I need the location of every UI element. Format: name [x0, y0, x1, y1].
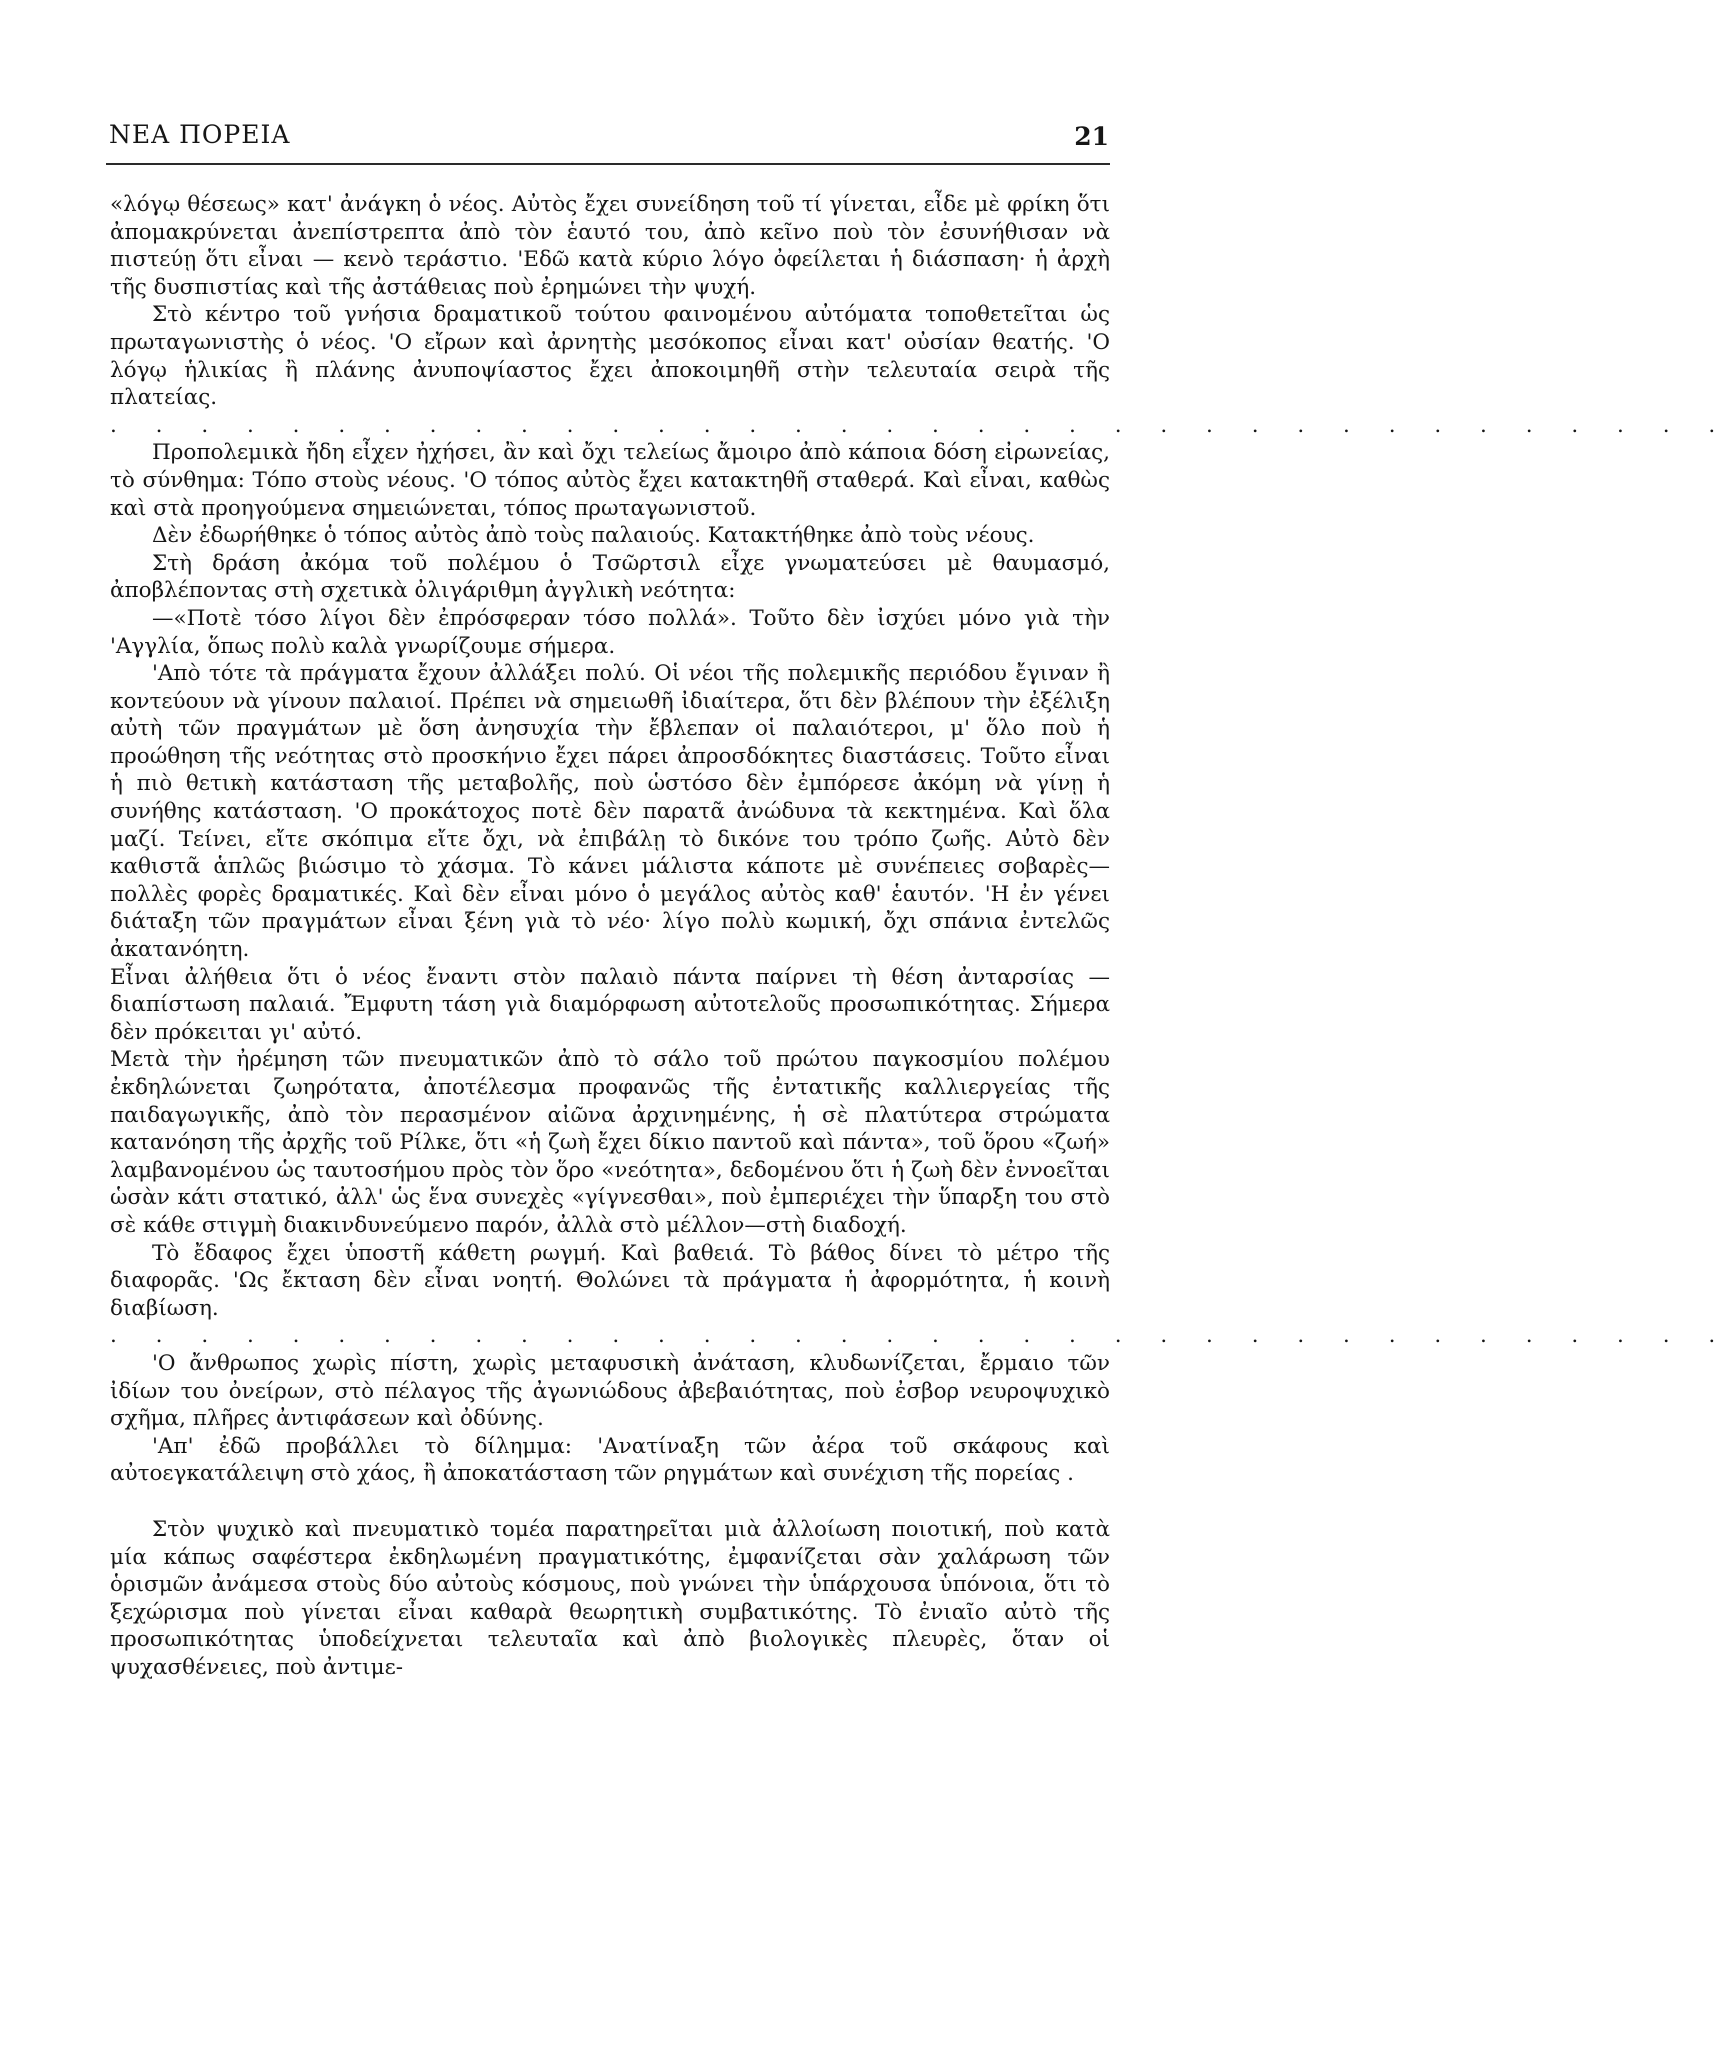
paragraph: Στὸν ψυχικὸ καὶ πνευματικὸ τομέα παρατηρεῖται μιὰ ἀλλοίωση ποιοτική, ποὺ κατὰ μία κάπως σαφέστερα ἐκδηλωμένη πραγματικότης, ἐμφανίζεται σὰν χαλάρωση τῶν ὁρισμῶν ἀνάμεσα στοὺς δύο αὐτοὺς κόσμους, ποὺ γνώνει τὴν ὑπάρχουσα ὑπόνοια, ὅτι τὸ ξεχώρισμα ποὺ γίνεται εἶναι καθαρὰ θεωρητικὴ συμβατικότης. Τὸ ἐνιαῖο αὐτὸ τῆς προσωπικότητας ὑποδείχνεται τελευταῖα καὶ ἀπὸ βιολογικὲς πλευρὲς, ὅταν οἱ ψυχασθένειες, ποὺ ἀντιμε- [110, 1516, 1110, 1680]
paragraph: Τὸ ἔδαφος ἔχει ὑποστῆ κάθετη ρωγμή. Καὶ βαθειά. Τὸ βάθος δίνει τὸ μέτρο τῆς διαφορᾶς. 'Ως ἔκταση δὲν εἶναι νοητή. Θολώνει τὰ πράγματα ἡ ἀφορμότητα, ἡ κοινὴ διαβίωση. [110, 1240, 1110, 1321]
paragraph: Προπολεμικὰ ἤδη εἶχεν ἠχήσει, ἂν καὶ ὄχι τελείως ἄμοιρο ἀπὸ κάποια δόση εἰρωνείας, τὸ σύνθημα: Τόπο στοὺς νέους. 'Ο τόπος αὐτὸς ἔχει κατακτηθῆ σταθερά. Καὶ εἶναι, καθὼς καὶ στὰ προηγούμενα σημειώνεται, τόπος πρωταγωνιστοῦ. [110, 440, 1110, 521]
page-number: 21 [1074, 122, 1109, 151]
article-body [110, 191, 1731, 1681]
section-separator: . . . . . . . . . . . . . . . . . . . . . . . . . . . . . . . . . . . . [110, 1323, 1731, 1349]
paragraph: «λόγῳ θέσεως» κατ' ἀνάγκη ὁ νέος. Αὐτὸς ἔχει συνείδηση τοῦ τί γίνεται, εἶδε μὲ φρίκη ὅτι ἀπομακρύνεται ἀνεπίστρεπτα ἀπὸ τὸν ἑαυτό του, ἀπὸ κεῖνο ποὺ τὸν ἐσυνήθισαν νὰ πιστεύῃ ὅτι εἶναι — κενὸ τεράστιο. 'Εδῶ κατὰ κύριο λόγο ὀφείλεται ἡ διάσπαση· ἡ ἀρχὴ τῆς δυσπιστίας καὶ τῆς ἀστάθειας ποὺ ἐρημώνει τὴν ψυχή. [110, 192, 1110, 300]
paragraph: 'Απ' ἐδῶ προβάλλει τὸ δίλημμα: 'Ανατίναξη τῶν ἀέρα τοῦ σκάφους καὶ αὐτοεγκατάλειψη στὸ χάος, ἢ ἀποκατάσταση τῶν ρηγμάτων καὶ συνέχιση τῆς πορείας . [110, 1433, 1110, 1487]
journal-title: ΝΕΑ ΠΟΡΕΙΑ [109, 120, 291, 149]
paragraph: Στὴ δράση ἀκόμα τοῦ πολέμου ὁ Τσῶρτσιλ εἶχε γνωματεύσει μὲ θαυμασμό, ἀποβλέποντας στὴ σχετικὰ ὀλιγάριθμη ἀγγλικὴ νεότητα: [110, 550, 1110, 604]
header-rule [106, 163, 1110, 165]
page-header [109, 120, 1109, 160]
paragraph: Εἶναι ἀλήθεια ὅτι ὁ νέος ἔναντι στὸν παλαιὸ πάντα παίρνει τὴ θέση ἀνταρσίας —διαπίστωση παλαιά. Ἔμφυτη τάση γιὰ διαμόρφωση αὐτοτελοῦς προσωπικότητας. Σήμερα δὲν πρόκειται γι' αὐτό. [110, 964, 1110, 1045]
paragraph: —«Ποτὲ τόσο λίγοι δὲν ἐπρόσφεραν τόσο πολλά». Τοῦτο δὲν ἰσχύει μόνο γιὰ τὴν 'Αγγλία, ὅπως πολὺ καλὰ γνωρίζουμε σήμερα. [110, 605, 1110, 659]
paragraph: Στὸ κέντρο τοῦ γνήσια δραματικοῦ τούτου φαινομένου αὐτόματα τοποθετεῖται ὡς πρωταγωνιστὴς ὁ νέος. 'Ο εἴρων καὶ ἀρνητὴς μεσόκοπος εἶναι κατ' οὐσίαν θεατής. 'Ο λόγῳ ἡλικίας ἢ πλάνης ἀνυποψίαστος ἔχει ἀποκοιμηθῆ στὴν τελευταία σειρὰ τῆς πλατείας. [110, 302, 1110, 411]
paragraph: Μετὰ τὴν ἠρέμηση τῶν πνευματικῶν ἀπὸ τὸ σάλο τοῦ πρώτου παγκοσμίου πολέμου ἐκδηλώνεται ζωηρότατα, ἀποτέλεσμα προφανῶς τῆς ἐντατικῆς καλλιεργείας τῆς παιδαγωγικῆς, ἀπὸ τὸν περασμένον αἰῶνα ἀρχινημένης, ἡ σὲ πλατύτερα στρώματα κατανόηση τῆς ἀρχῆς τοῦ Ρίλκε, ὅτι «ἡ ζωὴ ἔχει δίκιο παντοῦ καὶ πάντα», τοῦ ὅρου «ζωή» λαμβανομένου ὡς ταυτοσήμου πρὸς τὸν ὅρο «νεότητα», δεδομένου ὅτι ἡ ζωὴ δὲν ἐννοεῖται ὡσὰν κάτι στατικό, ἀλλ' ὡς ἕνα συνεχὲς «γίγνεσθαι», ποὺ ἐμπεριέχει τὴν ὕπαρξη του στὸ σὲ κάθε στιγμὴ διακινδυνεύμενο παρόν, ἀλλὰ στὸ μέλλον—στὴ διαδοχή. [110, 1047, 1110, 1238]
section-separator: . . . . . . . . . . . . . . . . . . . . . . . . . . . . . . . . . . . . [110, 412, 1731, 438]
paragraph: 'Απὸ τότε τὰ πράγματα ἔχουν ἀλλάξει πολύ. Οἱ νέοι τῆς πολεμικῆς περιόδου ἔγιναν ἢ κοντεύουν νὰ γίνουν παλαιοί. Πρέπει νὰ σημειωθῆ ἰδιαίτερα, ὅτι δὲν βλέπουν τὴν ἐξέλιξη αὐτὴ τῶν πραγμάτων μὲ ὅση ἀνησυχία τὴν ἔβλεπαν οἱ παλαιότεροι, μ' ὅλο ποὺ ἡ προώθηση τῆς νεότητας στὸ προσκήνιο ἔχει πάρει ἀπροσδόκητες διαστάσεις. Τοῦτο εἶναι ἡ πιὸ θετικὴ κατάσταση τῆς μεταβολῆς, ποὺ ὡστόσο δὲν ἐμπόρεσε ἀκόμη νὰ γίνῃ ἡ συνήθης κατάσταση. 'Ο προκάτοχος ποτὲ δὲν παρατᾶ ἀνώδυνα τὰ κεκτημένα. Καὶ ὅλα μαζί. Τείνει, εἴτε σκόπιμα εἴτε ὄχι, νὰ ἐπιβάλῃ τὸ δικόνε του τρόπο ζωῆς. Αὐτὸ δὲν καθιστᾶ ἁπλῶς βιώσιμο τὸ χάσμα. Τὸ κάνει μάλιστα κάποτε μὲ συνέπειες σοβαρὲς—πολλὲς φορὲς δραματικές. Καὶ δὲν εἶναι μόνο ὁ μεγάλος αὐτὸς καθ' ἑαυτόν. 'Η ἐν γένει διάταξη τῶν πραγμάτων εἶναι ξένη γιὰ τὸ νέο· λίγο πολὺ κωμική, ὄχι σπάνια ἐντελῶς ἀκατανόητη. [110, 661, 1110, 963]
paragraph: 'Ο ἄνθρωπος χωρὶς πίστη, χωρὶς μεταφυσικὴ ἀνάταση, κλυδωνίζεται, ἔρμαιο τῶν ἰδίων του ὀνείρων, στὸ πέλαγος τῆς ἀγωνιώδους ἀβεβαιότητας, ποὺ ἐσβορ νευροψυχικὸ σχῆμα, πλῆρες ἀντιφάσεων καὶ ὀδύνης. [110, 1350, 1110, 1432]
paragraph: Δὲν ἐδωρήθηκε ὁ τόπος αὐτὸς ἀπὸ τοὺς παλαιούς. Κατακτήθηκε ἀπὸ τοὺς νέους. [152, 523, 1035, 549]
